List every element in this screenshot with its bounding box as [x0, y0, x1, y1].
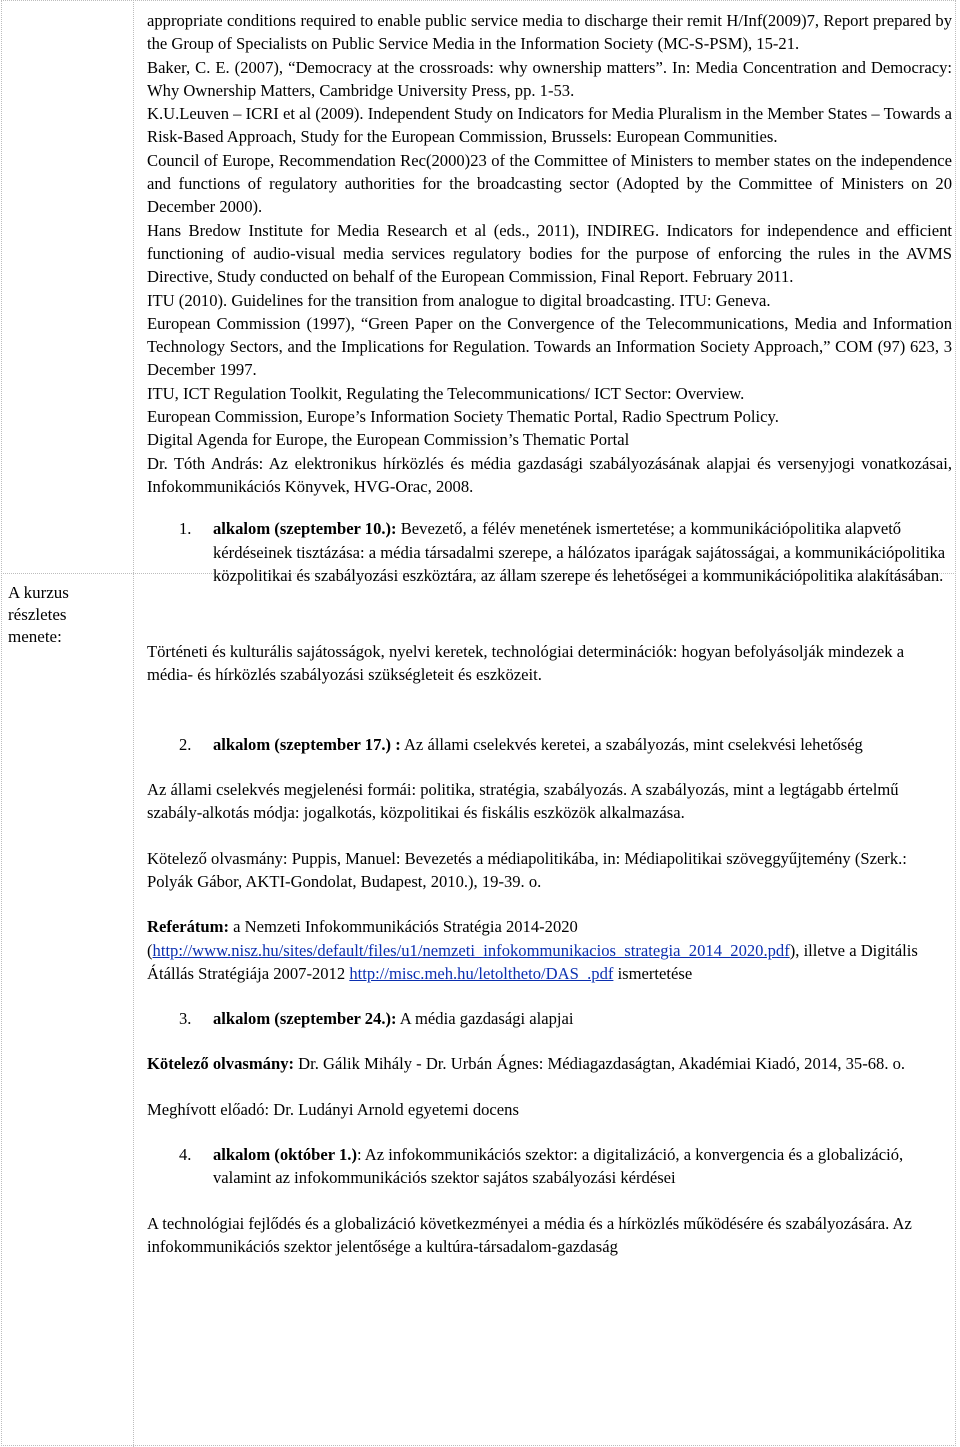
required-reading [147, 1052, 952, 1075]
required-reading: Kötelező olvasmány: Puppis, Manuel: Bevezetés a médiapolitikába, in: Médiapolitikai szöveggyűjtemény (Szerk.: Polyák Gábor, AKTI-Gondolat, Budapest, 2010.), 19-39. o. [147, 848, 907, 891]
lesson-heading [147, 1143, 952, 1190]
lesson-title: alkalom (szeptember 17.) : [213, 734, 401, 754]
lesson-3 [147, 1007, 952, 1121]
reference-list [147, 9, 952, 498]
lesson-text: A technológiai fejlődés és a globalizáció következményei a média és a hírközlés működésére és szabályozására. Az infokommunikációs szektor jelentősége a kultúra-társadalom-gazdaság [147, 1213, 912, 1256]
lesson-text: Történeti és kulturális sajátosságok, nyelvi keretek, technológiai determinációk: hogyan befolyásolják mindezek a média- és hírközlés szabályozási szükségleteit és eszközeit. [147, 642, 905, 685]
reference-item: K.U.Leuven – ICRI et al (2009). Independent Study on Indicators for Media Pluralism in the Member States – Towards a Risk-Based Approach, Study for the European Commission, Brussels: European Communities. [147, 104, 952, 147]
reference-item: Hans Bredow Institute for Media Research et al (eds., 2011), INDIREG. Indicators for independence and efficient functioning of audio-visual media services regulatory bodies for the purpose of enforcing the rules in the AVMS Directive, Study conducted on behalf of the European Commission, Final Report. February 2011. [147, 220, 952, 287]
lesson-number: 3. [179, 1009, 192, 1029]
lesson-description: : Az infokommunikációs szektor: a digitalizáció, a konvergencia és a globalizáció, valamint az infokommunikációs szektor sajátos szabályozási kérdései [213, 1144, 904, 1188]
reference-item: ITU (2010). Guidelines for the transition from analogue to digital broadcasting. ITU: Geneva. [147, 290, 771, 310]
row-label-line: részletes [8, 605, 67, 624]
lesson-description: A média gazdasági alapjai [396, 1009, 574, 1029]
lesson-title: alkalom (szeptember 10.): [213, 519, 397, 539]
lesson-heading [147, 733, 952, 756]
lesson-heading [147, 1007, 952, 1030]
reference-item: Council of Europe, Recommendation Rec(2000)23 of the Committee of Ministers to member states on the independence and functions of regulatory authorities for the broadcasting sector (Adopted by the Committee of Ministers on 20 December 2000). [147, 150, 952, 217]
reference-item: Digital Agenda for Europe, the European Commission’s Thematic Portal [147, 430, 630, 450]
lesson-number: 1. [179, 519, 192, 539]
reference-item: Baker, C. E. (2007), “Democracy at the crossroads: why ownership matters”. In: Media Concentration and Democracy: Why Ownership Matters, Cambridge University Press, pp. 1-53. [147, 57, 952, 100]
presentation-text: ismertetése [613, 963, 693, 983]
lesson-2 [147, 733, 952, 985]
lesson-description: Bevezető, a félév menetének ismertetése; a kommunikációpolitika alapvető kérdéseinek tisztázása: a média társadalmi szerepe, a hálózatos iparágak sajátosságai, a kommunikációpolitika közpolitikai és szabályozási eszköztára, az állam szerepe és lehetőségei a kommunikációpolitika alakításában. [213, 519, 946, 585]
lesson-description: Az állami cselekvés keretei, a szabályozás, mint cselekvési lehetőség [400, 734, 863, 754]
lesson-heading [147, 517, 952, 587]
lesson-1 [147, 517, 952, 686]
lesson-number: 2. [179, 734, 192, 754]
lesson-text: Az állami cselekvés megjelenési formái: politika, stratégia, szabályozás. A szabályozás, mint a legtágabb értelmű szabály-alkotás módja: jogalkotás, közpolitikai és fiskális eszközök alkalmazása. [147, 780, 899, 823]
column-divider [133, 0, 134, 1447]
lesson-number: 4. [179, 1144, 192, 1164]
required-reading-label: Kötelező olvasmány: [147, 1054, 295, 1074]
presentation-label: Referátum: [147, 917, 230, 937]
row-label-line: A kurzus [8, 583, 69, 602]
reference-item: ITU, ICT Regulation Toolkit, Regulating the Telecommunications/ ICT Sector: Overview. [147, 383, 745, 403]
reference-item: appropriate conditions required to enable public service media to discharge their remit H/Inf(2009)7, Report prepared by the Group of Specialists on Public Service Media in the Information Society (MC-S-PSM), 15-21. [147, 11, 952, 54]
reference-item: European Commission (1997), “Green Paper on the Convergence of the Telecommunications, Media and Information Technology Sectors, and the Implications for Regulation. Towards an Information Society Approach,” COM (97) 623, 3 December 1997. [147, 313, 952, 380]
row-label-line: menete: [8, 627, 62, 646]
lesson-title: alkalom (szeptember 24.): [213, 1009, 397, 1029]
presentation-text: ), illetve a Digitális Átállás Stratégiája 2007-2012 [147, 940, 918, 983]
strategy-link[interactable]: http://www.nisz.hu/sites/default/files/u1/nemzeti_infokommunikacios_strategia_2014_2020.pdf [152, 940, 790, 960]
lesson-title: alkalom (október 1.) [213, 1144, 357, 1164]
content-column [147, 9, 952, 1258]
row-label [8, 582, 128, 648]
lesson-4 [147, 1143, 952, 1258]
das-link[interactable]: http://misc.meh.hu/letoltheto/DAS_.pdf [349, 963, 614, 983]
required-reading-text: Dr. Gálik Mihály - Dr. Urbán Ágnes: Médiagazdaságtan, Akadémiai Kiadó, 2014, 35-68. o. [294, 1054, 906, 1074]
presentation-text: a Nemzeti Infokommunikációs Stratégia 2014-2020 ( [147, 917, 578, 960]
guest-speaker: Meghívott előadó: Dr. Ludányi Arnold egyetemi docens [147, 1099, 519, 1119]
presentation [147, 915, 952, 985]
reference-item: Dr. Tóth András: Az elektronikus hírközlés és média gazdasági szabályozásának alapjai és versenyjogi vonatkozásai, Infokommunikációs Könyvek, HVG-Orac, 2008. [147, 453, 952, 496]
reference-item: European Commission, Europe’s Information Society Thematic Portal, Radio Spectrum Policy. [147, 407, 779, 427]
